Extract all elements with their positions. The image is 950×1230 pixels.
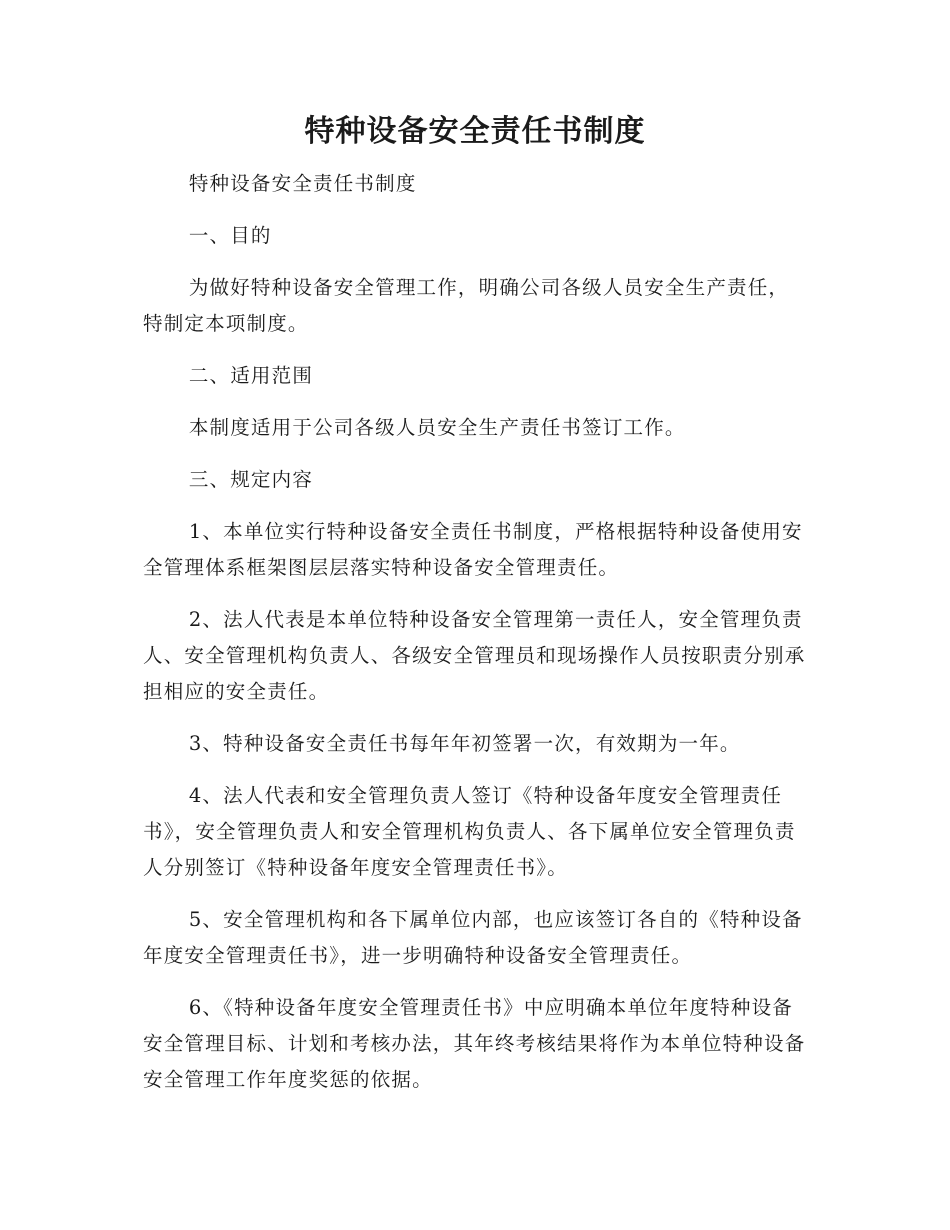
section-heading-scope: 二、适用范围 [188, 364, 314, 387]
paragraph-item-2: 2、法人代表是本单位特种设备安全管理第一责任人，安全管理负责人、安全管理机构负责人、各级安全管理员和现场操作人员按职责分别承担相应的安全责任。 [143, 608, 806, 703]
document-title: 特种设备安全责任书制度 [304, 114, 646, 149]
paragraph-subtitle: 特种设备安全责任书制度 [188, 172, 417, 195]
paragraph-item-4: 4、法人代表和安全管理负责人签订《特种设备年度安全管理责任书》，安全管理负责人和安全管理机构负责人、各下属单位安全管理负责人分别签订《特种设备年度安全管理责任书》。 [143, 784, 796, 879]
section-heading-content: 三、规定内容 [188, 468, 314, 491]
paragraph-item-5: 5、安全管理机构和各下属单位内部，也应该签订各自的《特种设备年度安全管理责任书》，进一步明确特种设备安全管理责任。 [143, 908, 803, 967]
paragraph-item-3: 3、特种设备安全责任书每年年初签署一次，有效期为一年。 [188, 732, 741, 755]
document-body [143, 166, 807, 1114]
paragraph-item-1: 1、本单位实行特种设备安全责任书制度，严格根据特种设备使用安全管理体系框架图层层落实特种设备安全管理责任。 [143, 520, 803, 579]
paragraph-item-6: 6、《特种设备年度安全管理责任书》中应明确本单位年度特种设备安全管理目标、计划和考核办法，其年终考核结果将作为本单位特种设备安全管理工作年度奖惩的依据。 [143, 996, 806, 1091]
paragraph-scope: 本制度适用于公司各级人员安全生产责任书签订工作。 [188, 416, 686, 439]
section-heading-purpose: 一、目的 [188, 224, 272, 247]
paragraph-purpose: 为做好特种设备安全管理工作，明确公司各级人员安全生产责任，特制定本项制度。 [143, 276, 790, 335]
